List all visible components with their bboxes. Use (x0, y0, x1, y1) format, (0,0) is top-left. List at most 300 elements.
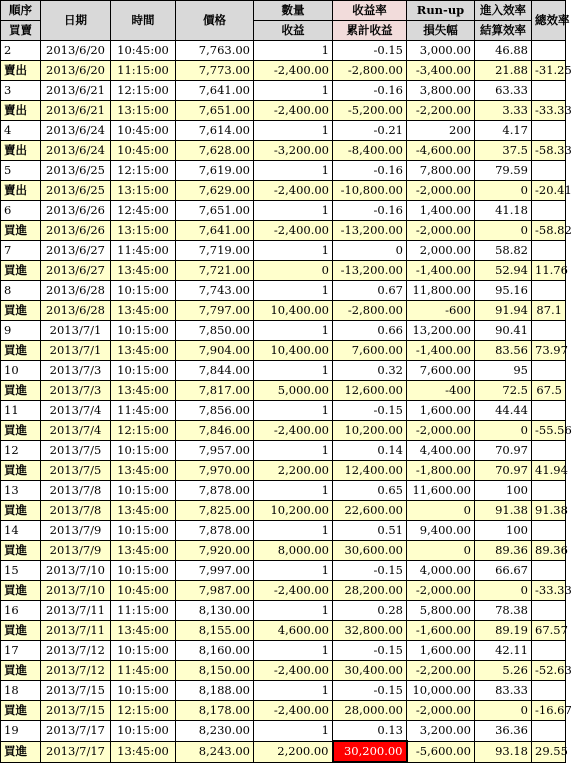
entry-date: 2013/7/8 (41, 481, 111, 501)
exit-cumulative-profit: 7,600.00 (333, 341, 407, 361)
entry-return-rate: 0.66 (333, 321, 407, 341)
exit-price: 8,178.00 (176, 701, 254, 721)
entry-total-blank (532, 121, 566, 141)
entry-return-rate: 0.67 (333, 281, 407, 301)
exit-loss: -4,600.00 (407, 141, 475, 161)
exit-profit: -2,400.00 (254, 181, 333, 201)
entry-date: 2013/7/1 (41, 321, 111, 341)
entry-date: 2013/7/15 (41, 681, 111, 701)
exit-efficiency: 72.5 (475, 381, 532, 401)
entry-time: 11:45:00 (111, 241, 176, 261)
exit-efficiency: 52.94 (475, 261, 532, 281)
trade-exit-row (1, 101, 566, 121)
entry-quantity: 1 (254, 521, 333, 541)
entry-return-rate: 0.13 (333, 721, 407, 742)
exit-price: 7,825.00 (176, 501, 254, 521)
exit-loss: -2,000.00 (407, 421, 475, 441)
entry-total-blank (532, 681, 566, 701)
exit-time: 13:45:00 (111, 541, 176, 561)
exit-date: 2013/6/28 (41, 301, 111, 321)
entry-return-rate: 0.65 (333, 481, 407, 501)
exit-cumulative-profit: 10,200.00 (333, 421, 407, 441)
entry-time: 10:15:00 (111, 521, 176, 541)
trade-entry-row (1, 161, 566, 181)
entry-runup: 5,800.00 (407, 601, 475, 621)
entry-price: 8,130.00 (176, 601, 254, 621)
entry-price: 8,160.00 (176, 641, 254, 661)
header-runup: Run-up (407, 1, 475, 21)
exit-date: 2013/7/12 (41, 661, 111, 681)
entry-return-rate: -0.16 (333, 201, 407, 221)
exit-profit: -2,400.00 (254, 101, 333, 121)
exit-side: 買進 (1, 581, 41, 601)
entry-price: 7,997.00 (176, 561, 254, 581)
entry-efficiency: 66.67 (475, 561, 532, 581)
exit-profit: -3,200.00 (254, 141, 333, 161)
trade-entry-row (1, 81, 566, 101)
header-cumulative-profit: 累計收益 (333, 21, 407, 41)
header-quantity: 數量 (254, 1, 333, 21)
entry-efficiency: 36.36 (475, 721, 532, 742)
entry-date: 2013/7/4 (41, 401, 111, 421)
header-profit: 收益 (254, 21, 333, 41)
exit-profit: 10,400.00 (254, 301, 333, 321)
trade-exit-row (1, 421, 566, 441)
entry-return-rate: -0.15 (333, 561, 407, 581)
exit-date: 2013/7/10 (41, 581, 111, 601)
entry-time: 10:15:00 (111, 281, 176, 301)
entry-date: 2013/6/27 (41, 241, 111, 261)
exit-cumulative-profit: 28,200.00 (333, 581, 407, 601)
entry-time: 10:45:00 (111, 41, 176, 61)
entry-total-blank (532, 481, 566, 501)
entry-price: 7,614.00 (176, 121, 254, 141)
exit-cumulative-profit: -2,800.00 (333, 301, 407, 321)
entry-total-blank (532, 281, 566, 301)
trade-entry-row (1, 641, 566, 661)
trade-number: 3 (1, 81, 41, 101)
exit-profit: 4,600.00 (254, 621, 333, 641)
entry-quantity: 1 (254, 441, 333, 461)
exit-loss: -600 (407, 301, 475, 321)
entry-runup: 200 (407, 121, 475, 141)
exit-time: 13:15:00 (111, 181, 176, 201)
exit-side: 買進 (1, 701, 41, 721)
exit-time: 10:45:00 (111, 141, 176, 161)
entry-efficiency: 70.97 (475, 441, 532, 461)
exit-side: 賣出 (1, 61, 41, 81)
exit-date: 2013/7/8 (41, 501, 111, 521)
trade-entry-row (1, 601, 566, 621)
exit-cumulative-profit: 30,400.00 (333, 661, 407, 681)
exit-loss: 0 (407, 541, 475, 561)
entry-time: 10:15:00 (111, 481, 176, 501)
entry-efficiency: 44.44 (475, 401, 532, 421)
total-efficiency: -52.63 (532, 661, 566, 681)
exit-loss: -2,000.00 (407, 581, 475, 601)
exit-date: 2013/6/26 (41, 221, 111, 241)
entry-runup: 10,000.00 (407, 681, 475, 701)
entry-date: 2013/6/21 (41, 81, 111, 101)
trade-exit-row (1, 341, 566, 361)
exit-profit: 2,200.00 (254, 461, 333, 481)
exit-side: 買進 (1, 741, 41, 762)
entry-price: 7,651.00 (176, 201, 254, 221)
exit-profit: 5,000.00 (254, 381, 333, 401)
exit-date: 2013/6/20 (41, 61, 111, 81)
entry-time: 10:15:00 (111, 361, 176, 381)
entry-return-rate: -0.15 (333, 641, 407, 661)
entry-date: 2013/7/17 (41, 721, 111, 742)
entry-time: 12:45:00 (111, 201, 176, 221)
trade-exit-row (1, 581, 566, 601)
header-entry-efficiency: 進入效率 (475, 1, 532, 21)
exit-efficiency: 0 (475, 181, 532, 201)
entry-quantity: 1 (254, 161, 333, 181)
exit-loss: -3,400.00 (407, 61, 475, 81)
exit-loss: -400 (407, 381, 475, 401)
trade-exit-row (1, 461, 566, 481)
exit-price: 7,846.00 (176, 421, 254, 441)
trade-exit-row (1, 621, 566, 641)
exit-cumulative-profit: -2,800.00 (333, 61, 407, 81)
exit-side: 買進 (1, 341, 41, 361)
exit-efficiency: 89.19 (475, 621, 532, 641)
exit-price: 7,987.00 (176, 581, 254, 601)
entry-time: 11:15:00 (111, 601, 176, 621)
entry-efficiency: 95 (475, 361, 532, 381)
exit-profit: -2,400.00 (254, 581, 333, 601)
entry-return-rate: -0.16 (333, 81, 407, 101)
entry-runup: 7,800.00 (407, 161, 475, 181)
trade-entry-row (1, 281, 566, 301)
entry-return-rate: -0.15 (333, 401, 407, 421)
trade-entry-row (1, 41, 566, 61)
trade-exit-row (1, 701, 566, 721)
entry-total-blank (532, 721, 566, 742)
exit-price: 8,243.00 (176, 741, 254, 762)
exit-price: 7,651.00 (176, 101, 254, 121)
total-efficiency: 67.5 (532, 381, 566, 401)
exit-side: 買進 (1, 541, 41, 561)
exit-efficiency: 0 (475, 221, 532, 241)
entry-efficiency: 83.33 (475, 681, 532, 701)
exit-time: 13:45:00 (111, 301, 176, 321)
entry-efficiency: 100 (475, 481, 532, 501)
header-loss: 損失幅 (407, 21, 475, 41)
total-efficiency: 89.36 (532, 541, 566, 561)
trade-exit-row (1, 181, 566, 201)
exit-cumulative-profit: -13,200.00 (333, 261, 407, 281)
header-date: 日期 (41, 1, 111, 41)
trade-entry-row (1, 201, 566, 221)
trade-exit-row (1, 741, 566, 762)
exit-loss: -2,000.00 (407, 221, 475, 241)
exit-time: 11:15:00 (111, 61, 176, 81)
exit-efficiency: 89.36 (475, 541, 532, 561)
exit-cumulative-profit: -8,400.00 (333, 141, 407, 161)
exit-cumulative-profit: -13,200.00 (333, 221, 407, 241)
trade-exit-row (1, 61, 566, 81)
exit-cumulative-profit: 28,000.00 (333, 701, 407, 721)
trade-number: 5 (1, 161, 41, 181)
trade-exit-row (1, 261, 566, 281)
entry-total-blank (532, 321, 566, 341)
entry-date: 2013/7/12 (41, 641, 111, 661)
entry-date: 2013/6/28 (41, 281, 111, 301)
exit-efficiency: 91.38 (475, 501, 532, 521)
entry-quantity: 1 (254, 281, 333, 301)
trade-number: 14 (1, 521, 41, 541)
total-efficiency: -33.33 (532, 101, 566, 121)
entry-quantity: 1 (254, 241, 333, 261)
exit-cumulative-profit: 22,600.00 (333, 501, 407, 521)
exit-efficiency: 70.97 (475, 461, 532, 481)
entry-quantity: 1 (254, 81, 333, 101)
exit-efficiency: 0 (475, 421, 532, 441)
entry-quantity: 1 (254, 481, 333, 501)
trade-entry-row (1, 521, 566, 541)
exit-date: 2013/7/9 (41, 541, 111, 561)
trade-entry-row (1, 401, 566, 421)
trade-number: 4 (1, 121, 41, 141)
entry-time: 10:15:00 (111, 321, 176, 341)
entry-runup: 1,400.00 (407, 201, 475, 221)
entry-efficiency: 58.82 (475, 241, 532, 261)
exit-efficiency: 0 (475, 581, 532, 601)
trade-entry-row (1, 241, 566, 261)
exit-price: 7,920.00 (176, 541, 254, 561)
exit-loss: -1,800.00 (407, 461, 475, 481)
exit-profit: -2,400.00 (254, 701, 333, 721)
exit-date: 2013/6/25 (41, 181, 111, 201)
entry-efficiency: 78.38 (475, 601, 532, 621)
entry-runup: 3,000.00 (407, 41, 475, 61)
entry-price: 7,641.00 (176, 81, 254, 101)
entry-date: 2013/6/20 (41, 41, 111, 61)
trade-number: 13 (1, 481, 41, 501)
entry-return-rate: 0 (333, 241, 407, 261)
exit-time: 13:45:00 (111, 621, 176, 641)
exit-loss: -2,000.00 (407, 701, 475, 721)
trade-entry-row (1, 561, 566, 581)
exit-cumulative-profit: -10,800.00 (333, 181, 407, 201)
exit-price: 7,641.00 (176, 221, 254, 241)
exit-side: 賣出 (1, 181, 41, 201)
trade-number: 12 (1, 441, 41, 461)
trade-number: 19 (1, 721, 41, 742)
total-efficiency: 11.76 (532, 261, 566, 281)
entry-price: 7,719.00 (176, 241, 254, 261)
entry-date: 2013/7/9 (41, 521, 111, 541)
exit-efficiency: 0 (475, 701, 532, 721)
entry-time: 10:15:00 (111, 441, 176, 461)
exit-loss: -1,400.00 (407, 261, 475, 281)
exit-loss: -2,200.00 (407, 661, 475, 681)
exit-side: 賣出 (1, 141, 41, 161)
total-efficiency: 91.38 (532, 501, 566, 521)
exit-profit: -2,400.00 (254, 61, 333, 81)
entry-runup: 3,800.00 (407, 81, 475, 101)
exit-price: 7,773.00 (176, 61, 254, 81)
trade-number: 6 (1, 201, 41, 221)
exit-date: 2013/7/5 (41, 461, 111, 481)
entry-runup: 4,000.00 (407, 561, 475, 581)
exit-price: 7,628.00 (176, 141, 254, 161)
exit-side: 賣出 (1, 101, 41, 121)
entry-runup: 1,600.00 (407, 641, 475, 661)
entry-total-blank (532, 41, 566, 61)
entry-price: 7,743.00 (176, 281, 254, 301)
exit-profit: -2,400.00 (254, 221, 333, 241)
trade-exit-row (1, 661, 566, 681)
entry-efficiency: 46.88 (475, 41, 532, 61)
entry-quantity: 1 (254, 121, 333, 141)
entry-return-rate: 0.32 (333, 361, 407, 381)
entry-runup: 3,200.00 (407, 721, 475, 742)
entry-date: 2013/6/25 (41, 161, 111, 181)
trade-number: 17 (1, 641, 41, 661)
trade-exit-row (1, 301, 566, 321)
exit-date: 2013/7/15 (41, 701, 111, 721)
header-exit-efficiency: 結算效率 (475, 21, 532, 41)
entry-runup: 11,800.00 (407, 281, 475, 301)
entry-time: 12:15:00 (111, 161, 176, 181)
exit-profit: 10,200.00 (254, 501, 333, 521)
total-efficiency: -16.67 (532, 701, 566, 721)
entry-time: 11:45:00 (111, 401, 176, 421)
entry-quantity: 1 (254, 721, 333, 742)
trade-number: 11 (1, 401, 41, 421)
entry-time: 10:15:00 (111, 561, 176, 581)
entry-date: 2013/7/11 (41, 601, 111, 621)
entry-runup: 9,400.00 (407, 521, 475, 541)
header-row-1 (1, 1, 566, 21)
exit-time: 13:15:00 (111, 221, 176, 241)
entry-runup: 1,600.00 (407, 401, 475, 421)
entry-quantity: 1 (254, 641, 333, 661)
header-price: 價格 (176, 1, 254, 41)
trade-entry-row (1, 361, 566, 381)
entry-runup: 2,000.00 (407, 241, 475, 261)
entry-efficiency: 100 (475, 521, 532, 541)
exit-side: 買進 (1, 501, 41, 521)
trade-entry-row (1, 681, 566, 701)
entry-runup: 4,400.00 (407, 441, 475, 461)
total-efficiency: 29.55 (532, 741, 566, 762)
exit-date: 2013/6/27 (41, 261, 111, 281)
exit-cumulative-profit: -5,200.00 (333, 101, 407, 121)
entry-efficiency: 41.18 (475, 201, 532, 221)
exit-price: 8,155.00 (176, 621, 254, 641)
exit-cumulative-profit: 12,600.00 (333, 381, 407, 401)
entry-quantity: 1 (254, 361, 333, 381)
exit-price: 8,150.00 (176, 661, 254, 681)
trade-number: 7 (1, 241, 41, 261)
entry-return-rate: 0.14 (333, 441, 407, 461)
entry-time: 10:15:00 (111, 641, 176, 661)
entry-date: 2013/6/24 (41, 121, 111, 141)
total-efficiency: -58.82 (532, 221, 566, 241)
entry-price: 7,957.00 (176, 441, 254, 461)
entry-price: 7,619.00 (176, 161, 254, 181)
exit-date: 2013/7/3 (41, 381, 111, 401)
exit-time: 13:45:00 (111, 461, 176, 481)
entry-time: 12:15:00 (111, 81, 176, 101)
exit-time: 12:15:00 (111, 701, 176, 721)
exit-loss: -2,000.00 (407, 181, 475, 201)
exit-time: 13:45:00 (111, 741, 176, 762)
exit-loss: -5,600.00 (407, 741, 475, 762)
total-efficiency: 41.94 (532, 461, 566, 481)
entry-quantity: 1 (254, 41, 333, 61)
entry-total-blank (532, 201, 566, 221)
trade-exit-row (1, 141, 566, 161)
header-order: 順序 (1, 1, 41, 21)
exit-date: 2013/7/17 (41, 741, 111, 762)
entry-quantity: 1 (254, 561, 333, 581)
entry-time: 10:15:00 (111, 721, 176, 742)
exit-time: 13:15:00 (111, 101, 176, 121)
exit-date: 2013/6/21 (41, 101, 111, 121)
entry-total-blank (532, 361, 566, 381)
exit-date: 2013/6/24 (41, 141, 111, 161)
entry-return-rate: -0.16 (333, 161, 407, 181)
entry-return-rate: 0.51 (333, 521, 407, 541)
exit-date: 2013/7/11 (41, 621, 111, 641)
entry-quantity: 1 (254, 321, 333, 341)
exit-side: 買進 (1, 421, 41, 441)
trade-entry-row (1, 441, 566, 461)
trade-number: 15 (1, 561, 41, 581)
entry-time: 10:15:00 (111, 681, 176, 701)
entry-date: 2013/7/5 (41, 441, 111, 461)
exit-profit: 0 (254, 261, 333, 281)
exit-side: 買進 (1, 261, 41, 281)
exit-price: 7,817.00 (176, 381, 254, 401)
exit-profit: 2,200.00 (254, 741, 333, 762)
exit-profit: 8,000.00 (254, 541, 333, 561)
exit-loss: -1,600.00 (407, 621, 475, 641)
trade-entry-row (1, 721, 566, 742)
entry-quantity: 1 (254, 401, 333, 421)
entry-price: 7,856.00 (176, 401, 254, 421)
exit-efficiency: 3.33 (475, 101, 532, 121)
entry-price: 8,230.00 (176, 721, 254, 742)
exit-price: 7,629.00 (176, 181, 254, 201)
entry-total-blank (532, 601, 566, 621)
header-return-rate: 收益率 (333, 1, 407, 21)
exit-price: 7,797.00 (176, 301, 254, 321)
total-efficiency: -20.41 (532, 181, 566, 201)
entry-return-rate: -0.15 (333, 41, 407, 61)
exit-cumulative-profit: 30,600.00 (333, 541, 407, 561)
exit-efficiency: 91.94 (475, 301, 532, 321)
entry-efficiency: 95.16 (475, 281, 532, 301)
entry-price: 7,878.00 (176, 481, 254, 501)
entry-price: 7,844.00 (176, 361, 254, 381)
header-total-efficiency: 總效率 (532, 1, 566, 41)
exit-date: 2013/7/1 (41, 341, 111, 361)
header-side: 買賣 (1, 21, 41, 41)
exit-loss: 0 (407, 501, 475, 521)
exit-loss: -2,200.00 (407, 101, 475, 121)
trade-exit-row (1, 501, 566, 521)
entry-quantity: 1 (254, 681, 333, 701)
total-efficiency: 87.1 (532, 301, 566, 321)
entry-runup: 13,200.00 (407, 321, 475, 341)
entry-total-blank (532, 641, 566, 661)
